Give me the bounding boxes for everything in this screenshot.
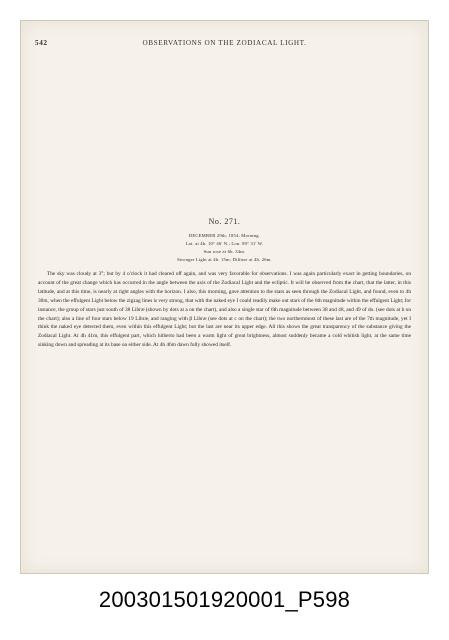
entry-sunrise: Sun rose at 6h. 34m. <box>203 249 246 254</box>
entry-block <box>38 217 411 356</box>
entry-date: DECEMBER 29th, 1854: Morning. <box>188 233 261 238</box>
scanned-page <box>20 20 429 574</box>
page-header <box>35 39 414 51</box>
page-number: 542 <box>35 39 48 47</box>
entry-body: The sky was cloudy at 3°; but by 4 o'clock it had cleared off again, and was very favorable for observations. I was again particularly exact in getting boundaries, on account of the great change which has occurred in the angle between the axis of the Zodiacal Light and the ecliptic. It will be observed from the chart, that the latter, in this latitude, and at this time, is nearly at right angles with the horizon. I also, this morning, gave attention to the stars as seen through the Zodiacal Light, and found, even to 4h 30m, when the effulgent Light below the zigzag lines is very strong, that with the naked eye I could readily make out stars of the 6th magnitude within the effulgent Light; for instance, the group of stars just south of 38 Libræ (shown by dots at a on the chart), and also a single star of 6th magnitude between 38 and 48, and 49 of do. (see dots at b on the chart); also a line of four stars below 19 Libræ, and ranging with β Libræ (see dots at c on the chart); the two northernmost of these last are of the 7th magnitude, yet I think the naked eye detected them, even within this effulgent Light; but the last are near its upper edge. All this shows the great transparency of the substance giving the Zodiacal Light. At 4h 41m, this effulgent part, which hitherto had been a warm light of great brightness, almost suddenly became a cold whitish light, at the same time sinking down and spreading at its base on either side. At 4h 46m dawn fully showed itself. <box>38 271 411 349</box>
entry-number: No. 271. <box>208 217 241 226</box>
entry-light-times: Stronger Light at 4h. 15m: Diffuse at 4h. 26m. <box>177 257 272 262</box>
running-head: OBSERVATIONS ON THE ZODIACAL LIGHT. <box>142 39 307 47</box>
entry-position: Lat. at 4h. 10° 46' N.; Lon. 89° 31' W. <box>185 241 264 246</box>
image-id-caption: 200301501920001_P598 <box>98 587 351 612</box>
